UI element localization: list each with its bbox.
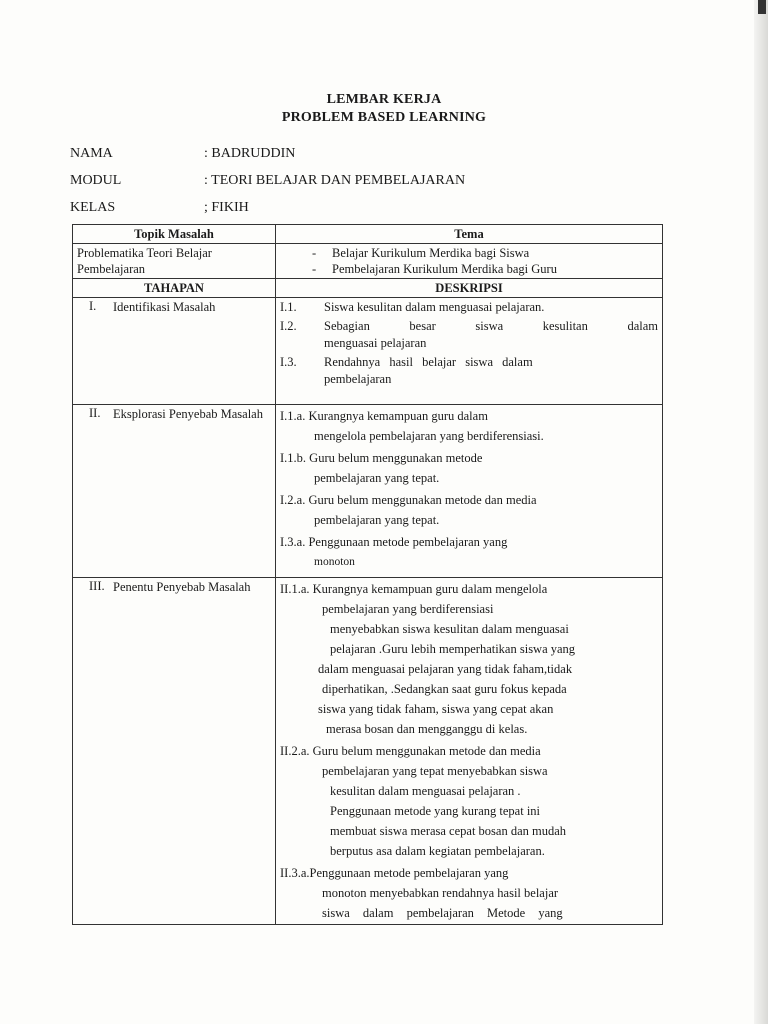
- page-edge: [754, 0, 768, 1024]
- tema-cell: [276, 244, 663, 279]
- item-code: I.3.a.: [280, 535, 306, 549]
- meta-value: ; FIKIH: [204, 200, 249, 215]
- stage-cell: [73, 405, 276, 578]
- list-item: [280, 245, 658, 261]
- list-item: [280, 261, 658, 277]
- stage-number: III.: [89, 579, 105, 593]
- item-code: I.3.: [280, 355, 297, 369]
- item-text: pembelajaran yang tepat.: [314, 513, 440, 527]
- item-text: Kurangnya kemampuan guru dalam: [308, 409, 488, 423]
- list-item: [280, 448, 658, 488]
- list-item: [280, 532, 658, 572]
- list-item: [280, 579, 658, 739]
- stage-name: Eksplorasi Penyebab Masalah: [113, 407, 263, 421]
- item-text-block: [324, 318, 658, 352]
- item-text: Sebagian besar siswa kesulitan dalam: [324, 319, 658, 333]
- list-item: [280, 490, 658, 530]
- item-text: Rendahnya hasil belajar siswa dalam: [324, 355, 533, 369]
- stage-name: Identifikasi Masalah: [113, 300, 216, 314]
- item-text: pelajaran .Guru lebih memperhatikan siswa yang: [330, 642, 576, 656]
- stage-number: II.: [89, 406, 101, 420]
- item-text: siswa yang tidak faham, siswa yang cepat akan: [318, 702, 554, 716]
- item-text: berputus asa dalam kegiatan pembelajaran.: [330, 844, 545, 858]
- tema-text: Belajar Kurikulum Merdika bagi Siswa: [332, 246, 530, 260]
- item-code: I.1.b.: [280, 451, 307, 465]
- header-row: [73, 225, 663, 244]
- table-row: [73, 298, 663, 405]
- item-code: II.1.a.: [280, 582, 310, 596]
- stage-number: I.: [89, 299, 97, 313]
- meta-label: MODUL: [70, 173, 122, 188]
- meta-label: KELAS: [70, 200, 116, 215]
- item-code: I.2.a.: [280, 493, 306, 507]
- description-cell: [276, 578, 663, 925]
- item-text: kesulitan dalam menguasai pelajaran .: [330, 784, 521, 798]
- tema-text: Pembelajaran Kurikulum Merdika bagi Guru: [332, 262, 557, 276]
- stage-cell: [73, 298, 276, 405]
- header-deskripsi: DESKRIPSI: [276, 279, 663, 298]
- topik-row: [73, 244, 663, 279]
- item-code: II.2.a.: [280, 744, 310, 758]
- topik-line: Pembelajaran: [77, 262, 146, 276]
- item-text-block: [324, 354, 658, 388]
- item-text: membuat siswa merasa cepat bosan dan mudah: [330, 824, 567, 838]
- item-text: Penggunaan metode pembelajaran yang: [308, 535, 508, 549]
- item-text: pembelajaran yang tepat menyebabkan siswa: [322, 764, 548, 778]
- item-code: I.2.: [280, 319, 297, 333]
- header-topik: Topik Masalah: [73, 225, 276, 244]
- header-tema: Tema: [276, 225, 663, 244]
- item-text: Penggunaan metode pembelajaran yang: [309, 866, 509, 880]
- list-item: [280, 318, 658, 352]
- item-text: menyebabkan siswa kesulitan dalam menguasai: [330, 622, 569, 636]
- meta-label: NAMA: [70, 146, 113, 161]
- item-code: I.1.: [280, 300, 297, 314]
- scan-mark: [758, 0, 766, 14]
- item-code: II.3.a.: [280, 866, 310, 880]
- item-text: monoton menyebabkan rendahnya hasil belajar: [322, 886, 559, 900]
- stage-name: Penentu Penyebab Masalah: [113, 580, 251, 594]
- item-text: merasa bosan dan mengganggu di kelas.: [326, 722, 528, 736]
- list-item: [280, 406, 658, 446]
- meta-value: : BADRUDDIN: [204, 146, 296, 161]
- table-row: [73, 405, 663, 578]
- list-item: [280, 863, 658, 923]
- item-text: pembelajaran yang tepat.: [314, 471, 440, 485]
- topik-line: Problematika Teori Belajar: [77, 246, 212, 260]
- stage-cell: [73, 578, 276, 925]
- item-text: mengelola pembelajaran yang berdiferensiasi.: [314, 429, 544, 443]
- header-tahapan: TAHAPAN: [73, 279, 276, 298]
- item-text: Guru belum menggunakan metode dan media: [308, 493, 537, 507]
- item-text: Kurangnya kemampuan guru dalam mengelola: [312, 582, 548, 596]
- item-text: pembelajaran yang berdiferensiasi: [322, 602, 494, 616]
- dash-bullet: -: [312, 246, 317, 260]
- item-text: siswa dalam pembelajaran Metode yang: [322, 906, 563, 920]
- meta-value: : TEORI BELAJAR DAN PEMBELAJARAN: [204, 173, 466, 188]
- document-subtitle: PROBLEM BASED LEARNING: [281, 110, 487, 125]
- header-row: [73, 279, 663, 298]
- table-row: [73, 578, 663, 925]
- item-text: Guru belum menggunakan metode: [309, 451, 483, 465]
- worksheet-table: [72, 224, 663, 925]
- item-text: diperhatikan, .Sedangkan saat guru fokus kepada: [322, 682, 567, 696]
- topik-cell: [73, 244, 276, 279]
- item-text: Penggunaan metode yang kurang tepat ini: [330, 804, 541, 818]
- item-text: Siswa kesulitan dalam menguasai pelajaran.: [324, 300, 545, 314]
- item-text: monoton: [314, 556, 355, 568]
- list-item: [280, 354, 658, 388]
- item-text: Guru belum menggunakan metode dan media: [312, 744, 541, 758]
- description-cell: [276, 298, 663, 405]
- item-code: I.1.a.: [280, 409, 306, 423]
- list-item: [280, 741, 658, 861]
- item-text: dalam menguasai pelajaran yang tidak faham,tidak: [318, 662, 573, 676]
- list-item: [280, 299, 658, 316]
- document-title: LEMBAR KERJA: [326, 92, 442, 107]
- item-text: menguasai pelajaran: [324, 336, 427, 350]
- description-cell: [276, 405, 663, 578]
- dash-bullet: -: [312, 262, 317, 276]
- item-text: pembelajaran: [324, 372, 392, 386]
